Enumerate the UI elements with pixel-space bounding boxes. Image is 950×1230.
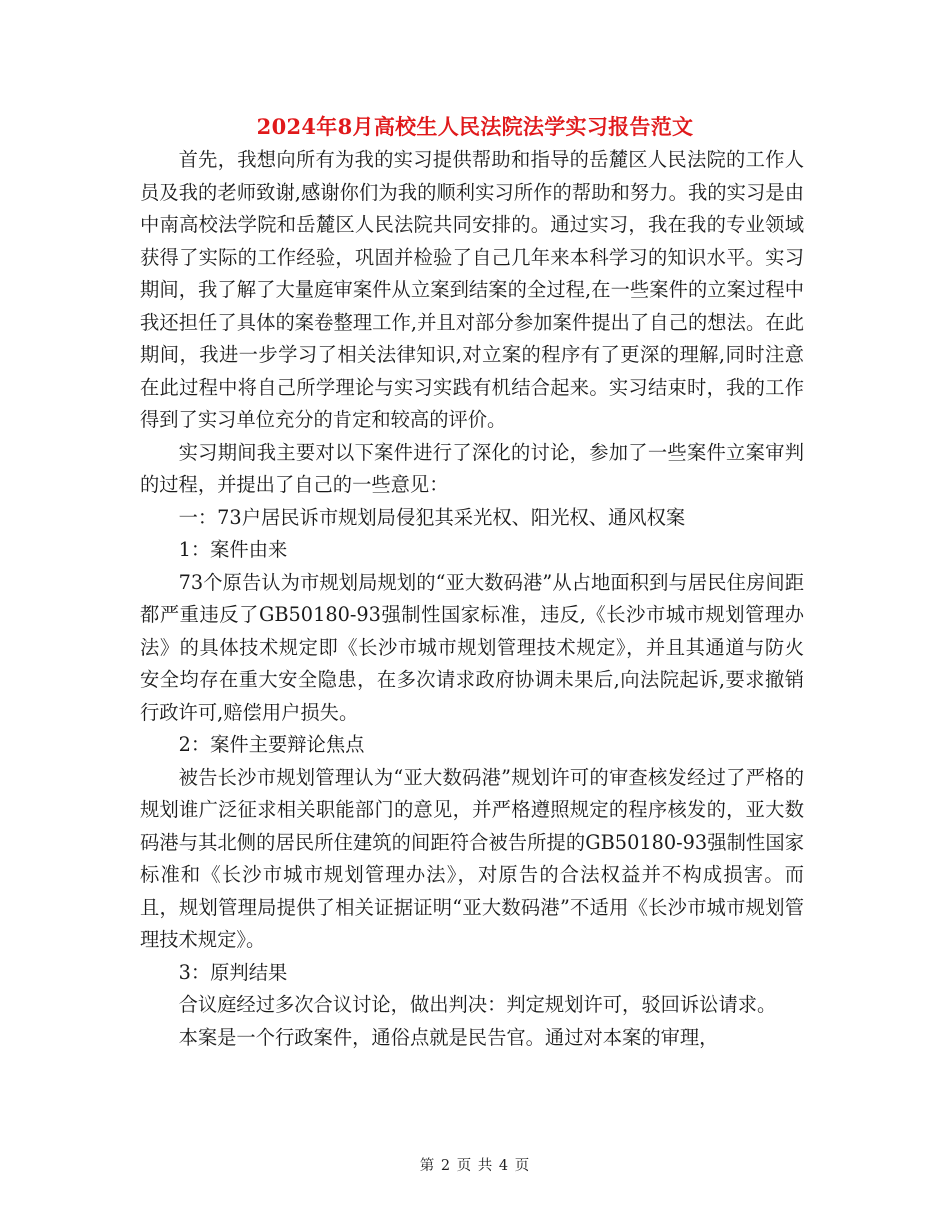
page-number-footer: 第 2 页 共 4 页 [419, 1158, 531, 1174]
paragraph: 73个原告认为市规划局规划的“亚大数码港”从占地面积到与居民住房间距都严重违反了GB50180-93强制性国家标准，违反,《长沙市城市规划管理办法》的具体技术规定即《长沙市城市规划管理技术规定》，并且其通道与防火安全均存在重大安全隐患，在多次请求政府协调未果后,向法院起诉,要求撤销行政许可,赔偿用户损失。 [140, 570, 804, 724]
section-heading: 一：73户居民诉市规划局侵犯其采光权、阳光权、通风权案 [178, 505, 686, 529]
document-title: 2024年8月高校生人民法院法学实习报告范文 [256, 114, 694, 139]
subsection-heading: 3：原判结果 [178, 960, 288, 984]
subsection-heading: 1：案件由来 [178, 538, 288, 561]
paragraph: 被告长沙市规划管理认为“亚大数码港”规划许可的审查核发经过了严格的规划谁广泛征求相关职能部门的意见，并严格遵照规定的程序核发的，亚大数码港与其北侧的居民所住建筑的间距符合被告所提的GB50180-93强制性国家标准和《长沙市城市规划管理办法》，对原告的合法权益并不构成损害。而且，规划管理局提供了相关证据证明“亚大数码港”不适用《长沙市城市规划管理技术规定》。 [140, 765, 804, 951]
paragraph: 实习期间我主要对以下案件进行了深化的讨论，参加了一些案件立案审判的过程，并提出了自己的一些意见： [140, 440, 804, 496]
subsection-heading: 2：案件主要辩论焦点 [178, 733, 365, 756]
paragraph: 本案是一个行政案件，通俗点就是民告官。通过对本案的审理， [178, 1025, 719, 1049]
document-body [140, 144, 804, 1054]
paragraph: 首先，我想向所有为我的实习提供帮助和指导的岳麓区人民法院的工作人员及我的老师致谢,感谢你们为我的顺利实习所作的帮助和努力。我的实习是由中南高校法学院和岳麓区人民法院共同安排的。通过实习，我在我的专业领域获得了实际的工作经验，巩固并检验了自己几年来本科学习的知识水平。实习期间，我了解了大量庭审案件从立案到结案的全过程,在一些案件的立案过程中我还担任了具体的案卷整理工作,并且对部分参加案件提出了自己的想法。在此期间，我进一步学习了相关法律知识,对立案的程序有了更深的理解,同时注意在此过程中将自己所学理论与实习实践有机结合起来。实习结束时，我的工作得到了实习单位充分的肯定和较高的评价。 [140, 148, 804, 431]
paragraph: 合议庭经过多次合议讨论，做出判决：判定规划许可，驳回诉讼请求。 [178, 993, 777, 1016]
